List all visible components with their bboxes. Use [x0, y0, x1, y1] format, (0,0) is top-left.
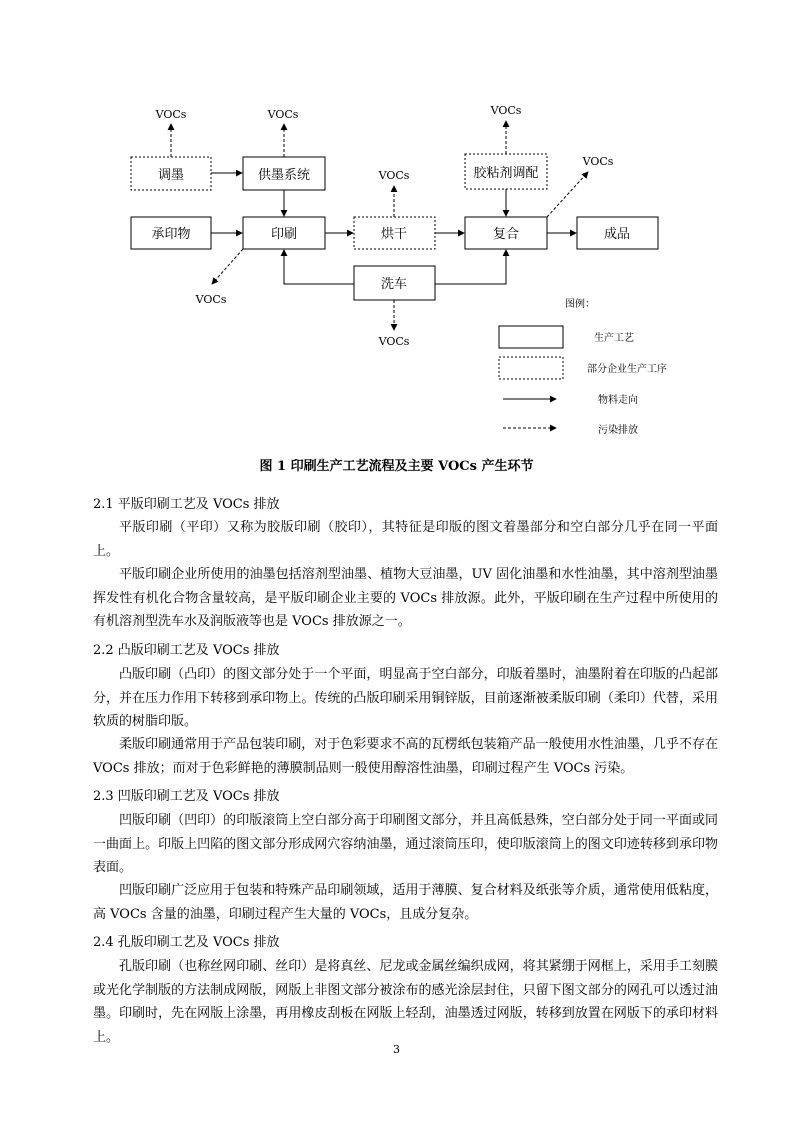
legend-partial-label: 部分企业生产工序	[587, 364, 667, 375]
node-yinshua	[243, 217, 325, 249]
svg-text:洗车: 洗车	[380, 277, 408, 292]
svg-text:承印物: 承印物	[151, 227, 191, 242]
svg-text:复合: 复合	[492, 227, 520, 242]
node-jiaozhan	[465, 154, 547, 189]
section-heading: 2.4 孔版印刷工艺及 VOCs 排放	[93, 935, 280, 950]
legend-partial-swatch	[499, 357, 563, 379]
figure-caption: 图 1 印刷生产工艺流程及主要 VOCs 产生环节	[259, 459, 534, 474]
section-heading: 2.2 凸版印刷工艺及 VOCs 排放	[93, 643, 280, 658]
paragraph: 平版印刷企业所使用的油墨包括溶剂型油墨、植物大豆油墨，UV 固化油墨和水性油墨，其中溶剂型油墨挥发性有机化合物含量较高，是平版印刷企业主要的 VOCs 排放源。此外，平版印刷在生产过程中所使用的有机溶剂型洗车水及润版液等也是 VOCs 排放源之一。	[93, 567, 718, 629]
legend-title: 图例：	[565, 299, 595, 310]
node-honggan	[354, 217, 435, 249]
paragraph: 凹版印刷（凹印）的印版滚筒上空白部分高于印刷图文部分，并且高低悬殊，空白部分处于同一平面或同一曲面上。印版上凹陷的图文部分形成网穴容纳油墨，通过滚筒压印，使印版滚筒上的图文印迹转移到承印物表面。	[93, 813, 718, 875]
svg-text:调墨: 调墨	[157, 168, 185, 183]
emit-fuhe	[547, 172, 588, 217]
vocs-label: VOCs	[195, 293, 227, 306]
paragraph: 平版印刷（平印）又称为胶版印刷（胶印），其特征是印版的图文着墨部分和空白部分几乎在同一平面上。	[93, 520, 718, 559]
legend	[499, 297, 667, 436]
svg-text:印刷: 印刷	[270, 227, 298, 242]
legend-process-swatch	[499, 326, 563, 348]
node-gongmo	[243, 157, 325, 190]
vocs-label: VOCs	[267, 108, 299, 121]
legend-pollution-label: 污染排放	[598, 425, 638, 436]
legend-material-label: 物料走向	[598, 395, 638, 406]
legend-process-label: 生产工艺	[594, 333, 634, 344]
vocs-label: VOCs	[155, 108, 187, 121]
process-flow-diagram	[0, 0, 793, 450]
node-tiaomo	[131, 157, 211, 190]
paragraph: 凹版印刷广泛应用于包装和特殊产品印刷领域，适用于薄膜、复合材料及纸张等介质，通常使用低粘度，高 VOCs 含量的油墨，印刷过程产生大量的 VOCs，且成分复杂。	[93, 883, 718, 922]
vocs-label: VOCs	[582, 155, 614, 168]
node-chengpin	[577, 217, 658, 249]
section-heading: 2.3 凹版印刷工艺及 VOCs 排放	[93, 789, 280, 804]
svg-text:烘干: 烘干	[380, 227, 408, 242]
svg-text:供墨系统: 供墨系统	[257, 168, 311, 183]
node-xiche	[354, 266, 435, 300]
flow-xiche-fuhe	[435, 250, 506, 284]
paragraph: 凸版印刷（凸印）的图文部分处于一个平面，明显高于空白部分，印版着墨时，油墨附着在印版的凸起部分，并在压力作用下转移到承印物上。传统的凸版印刷采用铜锌版，目前逐渐被柔版印刷（柔印）代替，采用软质的树脂印版。	[93, 667, 718, 729]
vocs-label: VOCs	[490, 104, 522, 117]
page-number: 3	[393, 1043, 400, 1056]
paragraph: 孔版印刷（也称丝网印刷、丝印）是将真丝、尼龙或金属丝编织成网，将其紧绷于网框上，采用手工刻膜或光化学制版的方法制成网版，网版上非图文部分被涂布的感光涂层封住，只留下图文部分的网孔可以透过油墨。印刷时，先在网版上涂墨，再用橡皮刮板在网版上轻刮，油墨透过网版，转移到放置在网版下的承印材料上。	[93, 959, 718, 1045]
svg-text:成品: 成品	[603, 227, 631, 242]
node-fuhe	[465, 217, 547, 249]
paragraph: 柔版印刷通常用于产品包装印刷，对于色彩要求不高的瓦楞纸包装箱产品一般使用水性油墨，几乎不存在 VOCs 排放；而对于色彩鲜艳的薄膜制品则一般使用醇溶性油墨，印刷过程产生 VOCs 污染。	[93, 737, 718, 776]
flow-xiche-yinshua	[284, 250, 354, 284]
node-chengyinwu	[131, 217, 211, 249]
emit-yinshua	[212, 249, 243, 284]
section-heading: 2.1 平版印刷工艺及 VOCs 排放	[93, 497, 280, 512]
vocs-label: VOCs	[378, 335, 410, 348]
vocs-label: VOCs	[378, 169, 410, 182]
svg-text:胶粘剂调配: 胶粘剂调配	[473, 166, 539, 181]
